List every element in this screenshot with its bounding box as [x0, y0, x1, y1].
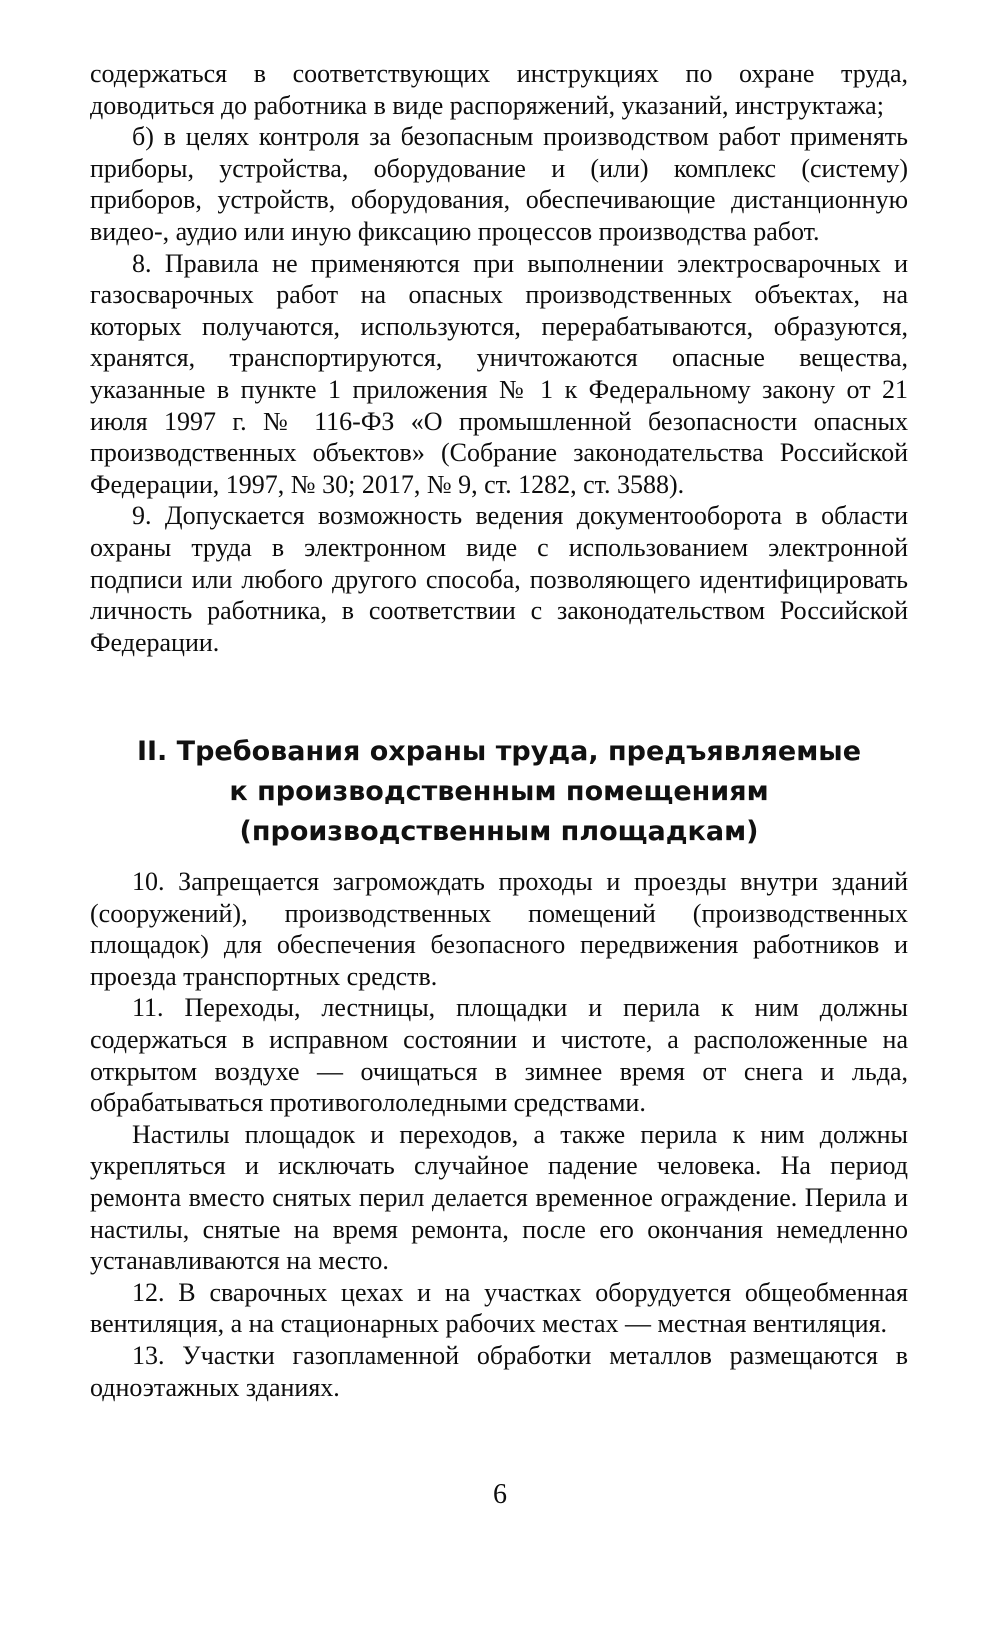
paragraph-10: 10. Запрещается загромождать проходы и проезды внутри зданий (сооружений), производственных помещений (производственных площадок) для обеспечения безопасного передвижения работников и проезда транспортных средств.: [90, 867, 908, 991]
heading-line-2: к производственным помещениям: [229, 776, 769, 807]
paragraph-subitem-b: б) в целях контроля за безопасным производством работ применять приборы, устройства, оборудование и (или) комплекс (систему) приборов, устройств, оборудования, обеспечивающие дистанционную видео-, аудио или иную фиксацию процессов производства работ.: [90, 122, 908, 246]
paragraph-8: 8. Правила не применяются при выполнении электросварочных и газосварочных работ на опасных производственных объектах, на которых получаются, используются, перерабатываются, образуются, хранятся, транспортируются, уничтожаются опасные вещества, указанные в пункте 1 приложения № 1 к Федеральному закону от 21 июля 1997 г. № 116-ФЗ «О промышленной безопасности опасных производственных объектов» (Собрание законодательства Российской Федерации, 1997, № 30; 2017, № 9, ст. 1282, ст. 3588).: [90, 248, 908, 499]
page-number: 6: [493, 1479, 507, 1510]
heading-line-3: (производственным площадкам): [239, 816, 759, 847]
paragraph-11: 11. Переходы, лестницы, площадки и перила к ним должны содержаться в исправном состоянии и чистоте, а расположенные на открытом воздухе — очищаться в зимнее время от снега и льда, обрабатываться противогололедными средствами.: [90, 993, 908, 1118]
paragraph-11-continued: Настилы площадок и переходов, а также перила к ним должны укрепляться и исключать случайное падение человека. На период ремонта вместо снятых перил делается временное ограждение. Перила и настилы, снятые на время ремонта, после его окончания немедленно устанавливаются на место.: [90, 1119, 908, 1276]
paragraph-9: 9. Допускается возможность ведения документооборота в области охраны труда в электронном виде с использованием электронной подписи или любого другого способа, позволяющего идентифицировать личность работника, в соответствии с законодательством Российской Федерации.: [90, 501, 908, 657]
section-2-heading: [90, 732, 908, 852]
section-2-text: [90, 866, 908, 1403]
paragraph-continuation: содержаться в соответствующих инструкциях по охране труда, доводиться до работника в виде распоряжений, указаний, инструктажа;: [90, 59, 908, 120]
section-1-text: [90, 58, 908, 658]
heading-line-1: II. Требования охраны труда, предъявляемые: [136, 736, 862, 767]
paragraph-13: 13. Участки газопламенной обработки металлов размещаются в одноэтажных зданиях.: [90, 1340, 908, 1402]
paragraph-12: 12. В сварочных цехах и на участках оборудуется общеобменная вентиляция, а на стационарных рабочих местах — местная вентиляция.: [90, 1277, 908, 1339]
